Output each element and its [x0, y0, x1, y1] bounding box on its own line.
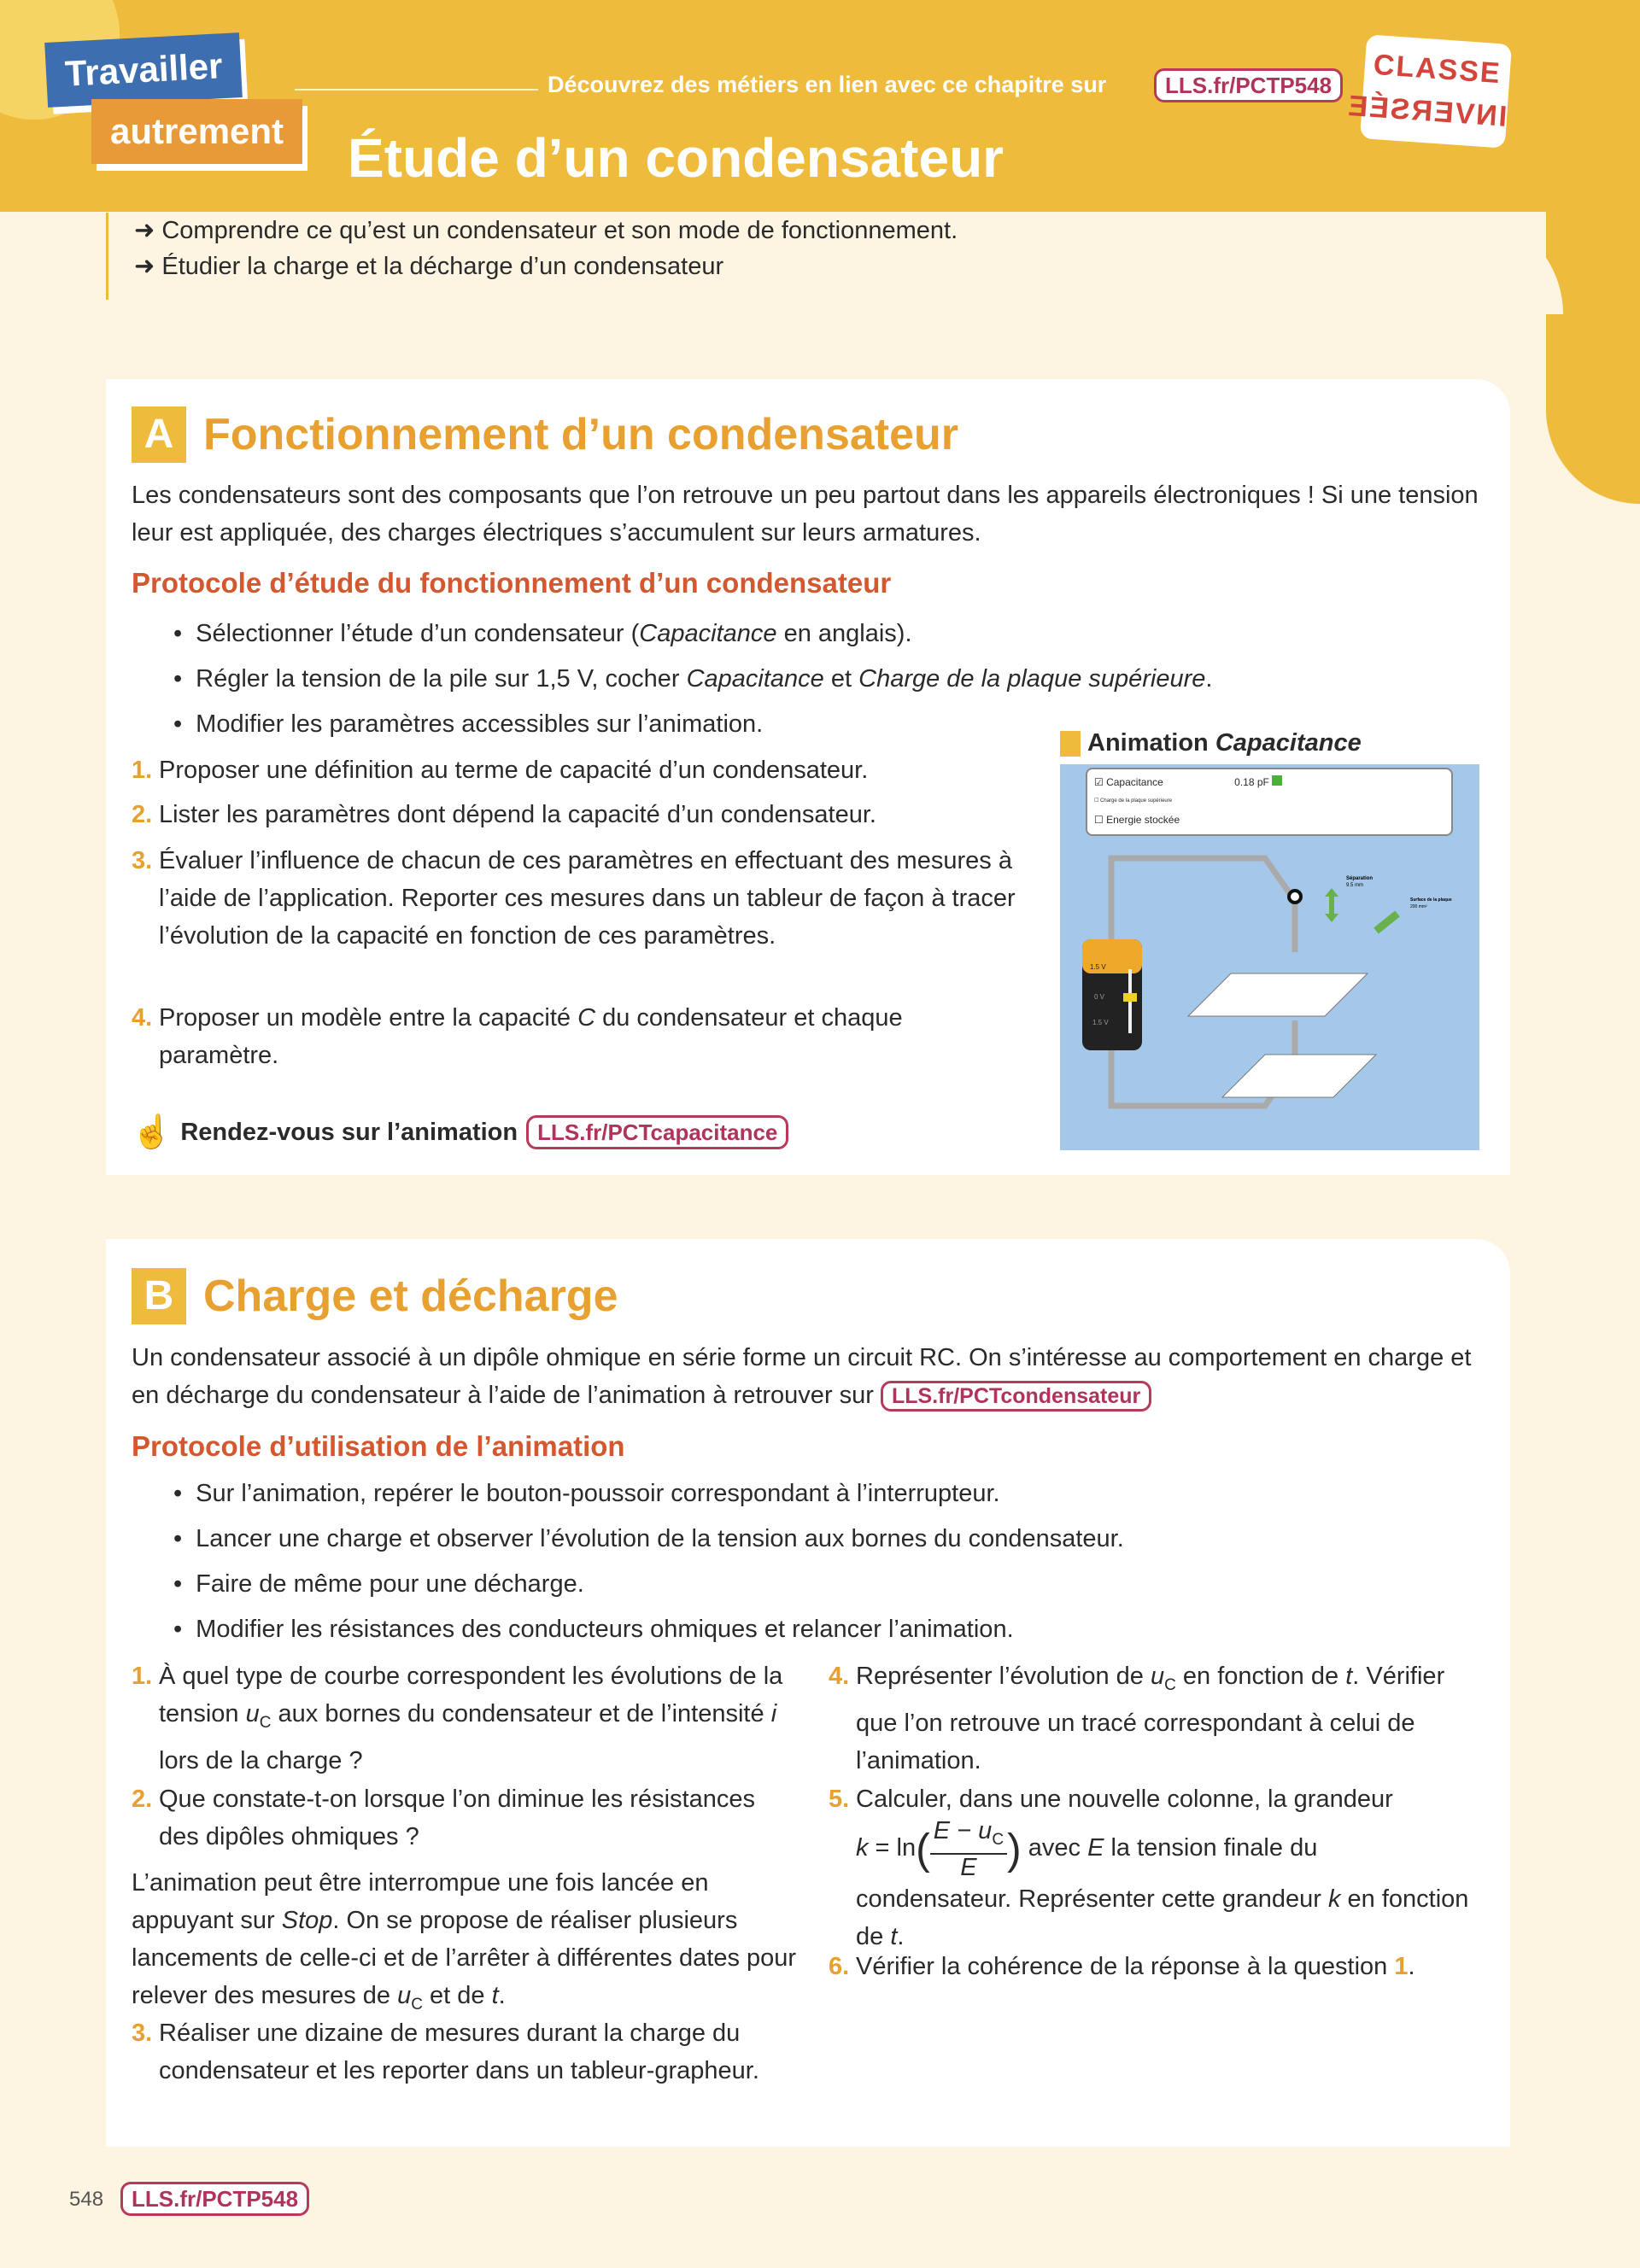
- protocol-list: [173, 611, 1212, 747]
- animation-link-row: [132, 1114, 788, 1151]
- question-2: 2. Que constate-t-on lorsque l’on diminue les résistances des dipôles ohmiques ?: [132, 1786, 755, 1850]
- svg-text:Surface de la plaque: Surface de la plaque: [1410, 897, 1452, 903]
- capacitance-animation[interactable]: [1060, 764, 1479, 1150]
- checkbox-charge[interactable]: ☐ Charge de la plaque supérieure: [1094, 798, 1173, 804]
- section-title: Fonctionnement d’un condensateur: [203, 410, 959, 459]
- animation-heading: Animation Capacitance: [1060, 729, 1362, 757]
- header-side-curve: [1546, 171, 1640, 504]
- question-4: 4. Proposer un modèle entre la capacité C du condensateur et chaque paramètre.: [132, 1004, 903, 1069]
- question-6: 6. Vérifier la cohérence de la réponse à la question 1.: [829, 1953, 1415, 1980]
- protocol-step: • Régler la tension de la pile sur 1,5 V, cocher Capacitance et Charge de la plaque supérieure.: [173, 657, 1212, 702]
- circuit-diagram: [1060, 764, 1479, 1150]
- protocol-step: • Lancer une charge et observer l’évolution de la tension aux bornes du condensateur.: [173, 1517, 1124, 1562]
- question-3: 3. Réaliser une dizaine de mesures durant la charge du condensateur et les reporter dans un tableur-grapheur.: [132, 2020, 759, 2084]
- protocol-step: • Faire de même pour une décharge.: [173, 1562, 1124, 1607]
- protocol-step: • Modifier les paramètres accessibles sur l’animation.: [173, 702, 1212, 747]
- rdv-text: Rendez-vous sur l’animation: [180, 1118, 518, 1146]
- objective-text: Étudier la charge et la décharge d’un condensateur: [161, 253, 724, 280]
- section-a-header: [132, 406, 958, 463]
- discover-link[interactable]: LLS.fr/PCTP548: [1154, 68, 1343, 102]
- question-2: 2. Lister les paramètres dont dépend la capacité d’un condensateur.: [132, 801, 876, 828]
- question-1: 1. À quel type de courbe correspondent les évolutions de la tension $u_C$ aux bornes du condensateur et de l’intensité i lors de la charge ?: [132, 1663, 783, 1774]
- objective-item: ➜ Étudier la charge et la décharge d’un condensateur: [134, 253, 724, 280]
- surface-arrow-icon: [1376, 914, 1397, 931]
- pointing-hand-icon: ☝: [132, 1114, 173, 1150]
- section-b-header: [132, 1268, 618, 1324]
- checkbox-energy[interactable]: ☐ Energie stockée: [1094, 814, 1180, 826]
- condensateur-link[interactable]: LLS.fr/PCTcondensateur: [881, 1381, 1151, 1412]
- protocol-step: • Sur l’animation, repérer le bouton-poussoir correspondant à l’interrupteur.: [173, 1471, 1124, 1517]
- classe-inversee-stamp: [1345, 34, 1512, 149]
- discover-text: Découvrez des métiers en lien avec ce chapitre sur: [548, 72, 1107, 97]
- capacitance-link[interactable]: LLS.fr/PCTcapacitance: [526, 1115, 788, 1149]
- section-b-intro: Un condensateur associé à un dipôle ohmique en série forme un circuit RC. On s’intéresse au comportement en charge et en décharge du condensateur à l’aide de l’animation à retrouver sur LLS.fr/PCTcondensateur: [132, 1339, 1490, 1414]
- objective-item: ➜ Comprendre ce qu’est un condensateur et son mode de fonctionnement.: [134, 217, 958, 244]
- question-4: 4. Représenter l’évolution de $u_C$ en fonction de t. Vérifier que l’on retrouve un tracé correspondant à celui de l’animation.: [829, 1663, 1445, 1774]
- question-1: 1. Proposer une définition au terme de capacité d’un condensateur.: [132, 757, 869, 784]
- divider: [295, 89, 538, 91]
- section-a: [106, 379, 1510, 1175]
- question-3: 3. Évaluer l’influence de chacun de ces paramètres en effectuant des mesures à l’aide de l’application. Reporter ces mesures dans un tableur de façon à tracer l’évolution de la capacité en fonction de ces paramètres.: [132, 847, 1016, 950]
- checkbox-capacitance[interactable]: ☑ Capacitance 0.18 pF: [1094, 773, 1444, 792]
- svg-text:1.5 V: 1.5 V: [1092, 1019, 1109, 1026]
- protocol-title: Protocole d’utilisation de l’animation: [132, 1430, 625, 1462]
- protocol-list: [173, 1471, 1124, 1652]
- stamp-line1: CLASSE: [1372, 48, 1502, 91]
- page-number: 548: [69, 2188, 104, 2211]
- objective-text: Comprendre ce qu’est un condensateur et son mode de fonctionnement.: [161, 217, 958, 244]
- protocol-title: Protocole d’étude du fonctionnement d’un condensateur: [132, 567, 892, 599]
- protocol-step: • Sélectionner l’étude d’un condensateur (Capacitance en anglais).: [173, 611, 1212, 657]
- svg-text:Séparation: Séparation: [1346, 876, 1374, 881]
- stamp-line2: INVERSÉE: [1345, 89, 1508, 133]
- section-b: [106, 1239, 1510, 2147]
- stop-note: L’animation peut être interrompue une fois lancée en appuyant sur Stop. On se propose de réaliser plusieurs lancements de celle-ci et de l’arrêter à différentes dates pour relever des mesures de $u_C$ et de t.: [132, 1869, 797, 2014]
- svg-text:9.5 mm: 9.5 mm: [1346, 883, 1364, 888]
- footer-link[interactable]: LLS.fr/PCTP548: [120, 2182, 309, 2216]
- label-travailler: Travailler: [44, 32, 243, 108]
- protocol-step: • Modifier les résistances des conducteurs ohmiques et relancer l’animation.: [173, 1607, 1124, 1652]
- battery-top-label: 1.5 V: [1090, 963, 1106, 971]
- objectives: [106, 213, 958, 300]
- fraction: $\frac{E - u_C}{E}$: [930, 1818, 1007, 1880]
- section-letter: A: [132, 406, 186, 463]
- question-5: 5. Calculer, dans une nouvelle colonne, la grandeur k = ln( $\frac{E - u_C}{E}$ ) avec E la tension finale du condensateur. Représenter cette grandeur k en fonction de t.: [829, 1786, 1469, 1950]
- section-a-intro: Les condensateurs sont des composants que l’on retrouve un peu partout dans les appareils électroniques ! Si une tension leur est appliquée, des charges électriques s’accumulent sur leurs armatures.: [132, 482, 1479, 547]
- svg-text:0 V: 0 V: [1094, 993, 1105, 1001]
- svg-text:200 mm²: 200 mm²: [1410, 904, 1427, 909]
- page-title: Étude d’un condensateur: [348, 127, 1004, 189]
- section-letter: B: [132, 1268, 186, 1324]
- separation-arrow-icon: [1325, 888, 1338, 922]
- section-title: Charge et décharge: [203, 1271, 618, 1321]
- label-autrement: autrement: [91, 99, 302, 164]
